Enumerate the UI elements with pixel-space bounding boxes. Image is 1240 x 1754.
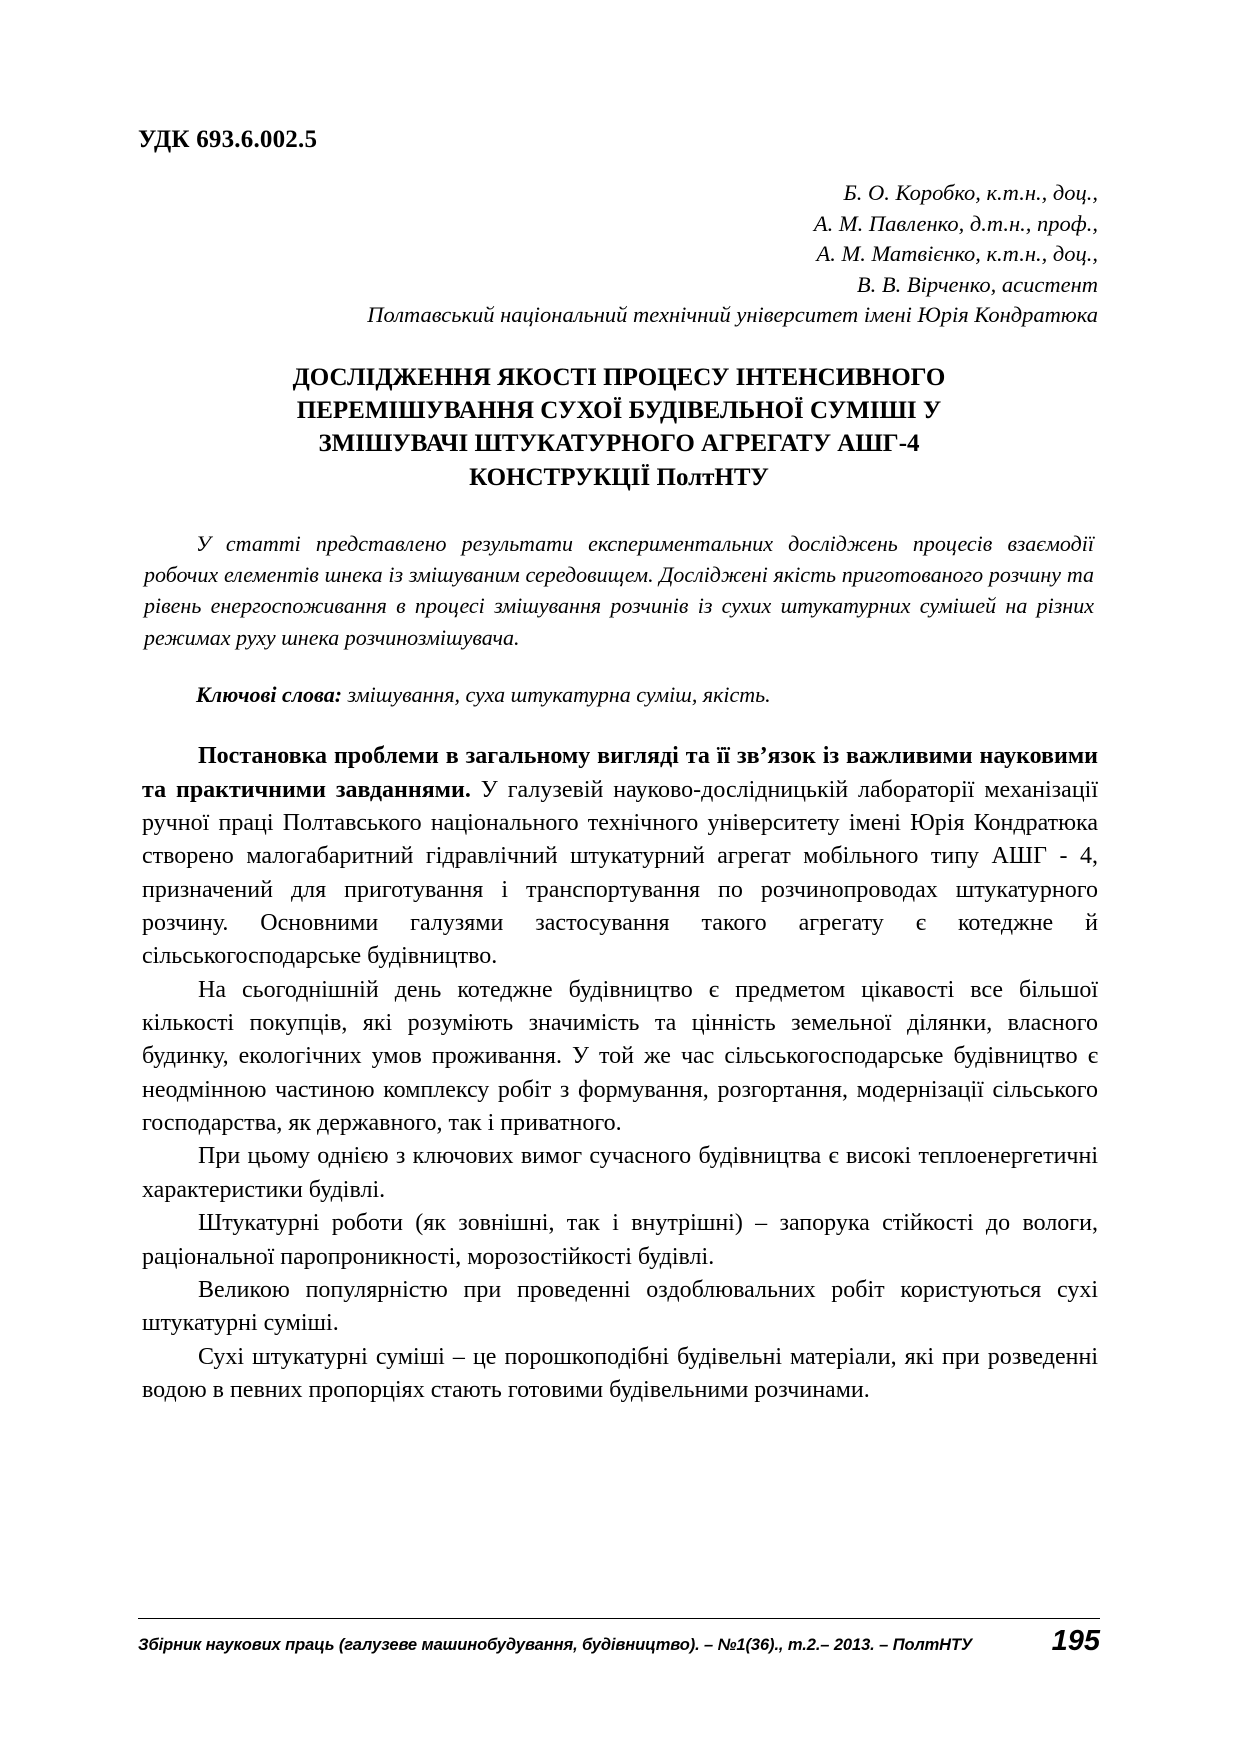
author-list xyxy=(138,178,1098,300)
keywords-label: Ключові слова: xyxy=(196,681,343,707)
footer-divider xyxy=(138,1618,1100,1619)
paragraph-text: Великою популярністю при проведенні оздоблювальних робіт користуються сухі штукатурні суміші. xyxy=(142,1276,1098,1337)
footer-citation: Збірник наукових праць (галузеве машинобудування, будівництво). – №1(36)., т.2.– 2013. – ПолтНТУ xyxy=(138,1636,973,1654)
author-line: Б. О. Коробко, к.т.н., доц., xyxy=(843,180,1098,205)
paragraph-lead: Постановка проблеми в загальному вигляді та її зв’язок із важливими науковими та практичними завданнями. xyxy=(142,743,1098,803)
page-title xyxy=(146,361,1092,494)
affiliation: Полтавський національний технічний університет імені Юрія Кондратюка xyxy=(367,302,1098,328)
paragraph-text: У галузевій науково-дослідницькій лабораторії механізації ручної праці Полтавського національного технічного університету імені Юрія Кондратюка створено малогабаритний гідравлічний штукатурний агрегат мобільного типу АШГ - 4, призначений для приготування і транспортування по розчинопроводах штукатурного розчину. Основними галузями застосування такого агрегату є котеджне й сільськогосподарське будівництво. xyxy=(142,776,1098,970)
title-line-3: ЗМІШУВАЧІ ШТУКАТУРНОГО АГРЕГАТУ АШГ-4 xyxy=(318,430,920,458)
keywords xyxy=(144,679,1094,710)
body-paragraph xyxy=(142,974,1098,1141)
title-line-4-institution: ПолтНТУ xyxy=(656,463,769,491)
paragraph-text: Штукатурні роботи (як зовнішні, так і внутрішні) – запорука стійкості до вологи, раціональної паропроникності, морозостійкості будівлі. xyxy=(142,1210,1098,1270)
author-line: А. М. Павленко, д.т.н., проф., xyxy=(813,210,1098,236)
author-line: А. М. Матвієнко, к.т.н., доц., xyxy=(816,241,1098,267)
keywords-value: змішування, суха штукатурна суміш, якість. xyxy=(342,681,771,707)
udk-code: УДК 693.6.002.5 xyxy=(138,126,318,153)
author-line: В. В. Вірченко, асистент xyxy=(856,271,1098,297)
paragraph-text: Сухі штукатурні суміші – це порошкоподібні будівельні матеріали, які при розведенні водою в певних пропорціях стають готовими будівельними розчинами. xyxy=(142,1343,1098,1403)
body-paragraph xyxy=(142,1341,1098,1408)
abstract: У статті представлено результати експериментальних досліджень процесів взаємодії робочих елементів шнека із змішуваним середовищем. Досліджені якість приготованого розчину та рівень енергоспоживання в процесі змішування розчинів із сухих штукатурних сумішей на різних режимах руху шнека розчинозмішувача. xyxy=(144,530,1094,650)
page-footer xyxy=(138,1618,1100,1658)
paragraph-text: При цьому однією з ключових вимог сучасного будівництва є високі теплоенергетичні характеристики будівлі. xyxy=(142,1143,1098,1203)
body-paragraph xyxy=(142,1274,1098,1341)
body-paragraph xyxy=(142,1207,1098,1274)
title-line-4-prefix: КОНСТРУКЦІЇ xyxy=(469,463,657,491)
body-paragraph xyxy=(142,1140,1098,1207)
paragraph-text: На сьогоднішній день котеджне будівництво є предметом цікавості все більшої кількості покупців, які розуміють значимість та цінність земельної ділянки, власного будинку, екологічних умов проживання. У той же час сільськогосподарське будівництво є неодмінною частиною комплексу робіт з формування, розгортання, модернізації сільського господарства, як державного, так і приватного. xyxy=(142,976,1098,1137)
title-line-2: ПЕРЕМІШУВАННЯ СУХОЇ БУДІВЕЛЬНОЇ СУМІШІ У xyxy=(296,397,942,425)
body-paragraph xyxy=(142,740,1098,974)
title-line-1: ДОСЛІДЖЕННЯ ЯКОСТІ ПРОЦЕСУ ІНТЕНСИВНОГО xyxy=(292,363,946,391)
title-line-4 xyxy=(146,461,1092,494)
page-number: 195 xyxy=(1051,1625,1100,1657)
